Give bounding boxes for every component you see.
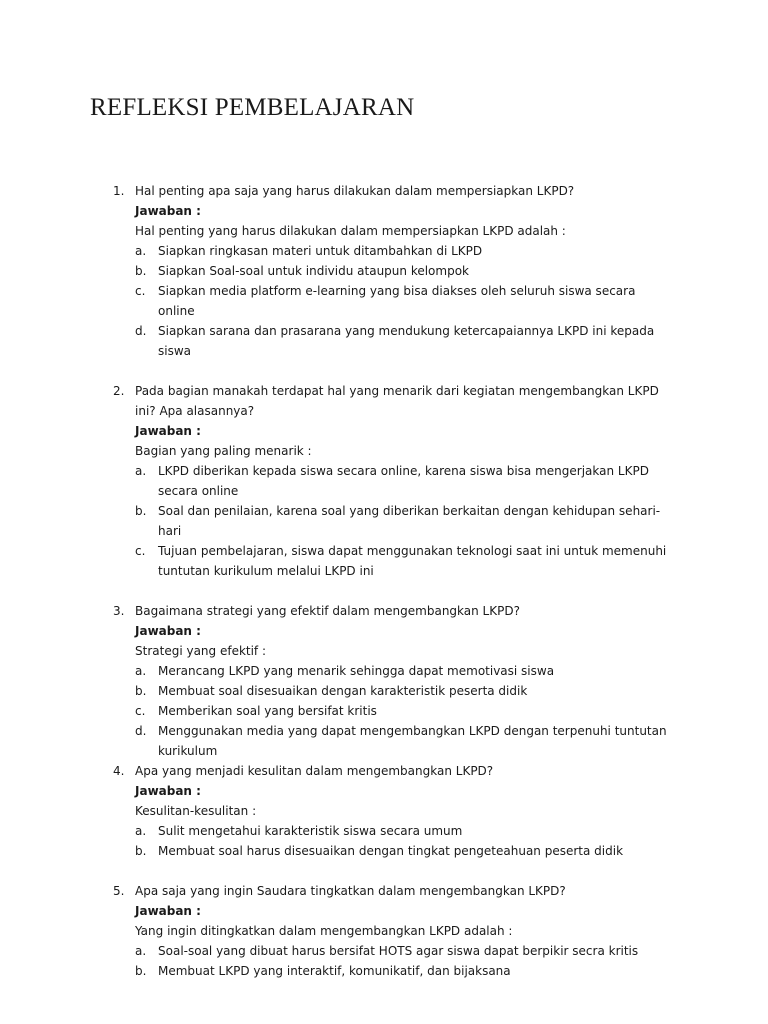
question-item bbox=[0, 761, 768, 861]
option-letter: c. bbox=[135, 284, 146, 298]
answer-option bbox=[135, 721, 675, 761]
answer-intro: Strategi yang efektif : bbox=[135, 644, 267, 658]
option-text: Siapkan Soal-soal untuk individu ataupun kelompok bbox=[158, 264, 469, 278]
option-text: Soal dan penilaian, karena soal yang diberikan berkaitan dengan kehidupan sehari-hari bbox=[158, 504, 661, 538]
question-number: 2. bbox=[113, 384, 125, 398]
answer-options bbox=[135, 241, 675, 361]
option-letter: b. bbox=[135, 844, 147, 858]
answer-option bbox=[135, 321, 675, 361]
page-title: REFLEKSI PEMBELAJARAN bbox=[90, 94, 415, 121]
option-text: Membuat soal disesuaikan dengan karakteristik peserta didik bbox=[158, 684, 528, 698]
answer-option bbox=[135, 241, 675, 261]
answer-option bbox=[135, 701, 675, 721]
answer-intro: Hal penting yang harus dilakukan dalam mempersiapkan LKPD adalah : bbox=[135, 224, 566, 238]
answer-label: Jawaban : bbox=[135, 204, 201, 218]
answer-options bbox=[135, 941, 675, 981]
question-item bbox=[0, 601, 768, 761]
question-number: 1. bbox=[113, 184, 125, 198]
option-text: Siapkan ringkasan materi untuk ditambahkan di LKPD bbox=[158, 244, 483, 258]
option-letter: c. bbox=[135, 704, 146, 718]
answer-option bbox=[135, 661, 675, 681]
answer-option bbox=[135, 541, 675, 581]
option-letter: b. bbox=[135, 504, 147, 518]
question-text: Apa yang menjadi kesulitan dalam mengembangkan LKPD? bbox=[135, 764, 494, 778]
question-body bbox=[135, 761, 675, 861]
answer-label: Jawaban : bbox=[135, 904, 201, 918]
option-text: Siapkan sarana dan prasarana yang mendukung ketercapaiannya LKPD ini kepada siswa bbox=[158, 324, 655, 358]
question-item bbox=[0, 881, 768, 981]
answer-option bbox=[135, 681, 675, 701]
answer-option bbox=[135, 261, 675, 281]
option-letter: a. bbox=[135, 464, 147, 478]
answer-intro: Bagian yang paling menarik : bbox=[135, 444, 312, 458]
option-text: Membuat LKPD yang interaktif, komunikatif, dan bijaksana bbox=[158, 964, 511, 978]
answer-option bbox=[135, 841, 675, 861]
option-letter: a. bbox=[135, 944, 147, 958]
answer-label: Jawaban : bbox=[135, 784, 201, 798]
answer-option bbox=[135, 461, 675, 501]
option-text: Membuat soal harus disesuaikan dengan tingkat pengeteahuan peserta didik bbox=[158, 844, 624, 858]
question-number: 4. bbox=[113, 764, 125, 778]
option-letter: a. bbox=[135, 664, 147, 678]
question-text: Apa saja yang ingin Saudara tingkatkan dalam mengembangkan LKPD? bbox=[135, 884, 566, 898]
question-text: Hal penting apa saja yang harus dilakukan dalam mempersiapkan LKPD? bbox=[135, 184, 575, 198]
question-text: Bagaimana strategi yang efektif dalam mengembangkan LKPD? bbox=[135, 604, 520, 618]
answer-option bbox=[135, 501, 675, 541]
answer-options bbox=[135, 461, 675, 581]
answer-option bbox=[135, 941, 675, 961]
option-text: Merancang LKPD yang menarik sehingga dapat memotivasi siswa bbox=[158, 664, 555, 678]
question-text: Pada bagian manakah terdapat hal yang menarik dari kegiatan mengembangkan LKPD ini? Apa alasannya? bbox=[135, 384, 659, 418]
answer-label: Jawaban : bbox=[135, 424, 201, 438]
question-number: 3. bbox=[113, 604, 125, 618]
question-number: 5. bbox=[113, 884, 125, 898]
option-text: Menggunakan media yang dapat mengembangkan LKPD dengan terpenuhi tuntutan kurikulum bbox=[158, 724, 667, 758]
option-letter: a. bbox=[135, 244, 147, 258]
question-item bbox=[0, 181, 768, 361]
answer-intro: Kesulitan-kesulitan : bbox=[135, 804, 257, 818]
option-text: Sulit mengetahui karakteristik siswa secara umum bbox=[158, 824, 463, 838]
answer-option bbox=[135, 821, 675, 841]
question-body bbox=[135, 381, 675, 581]
option-text: LKPD diberikan kepada siswa secara online, karena siswa bisa mengerjakan LKPD secara online bbox=[158, 464, 649, 498]
question-body bbox=[135, 881, 675, 981]
option-letter: b. bbox=[135, 264, 147, 278]
option-letter: b. bbox=[135, 684, 147, 698]
option-text: Soal-soal yang dibuat harus bersifat HOTS agar siswa dapat berpikir secra kritis bbox=[158, 944, 639, 958]
answer-label: Jawaban : bbox=[135, 624, 201, 638]
answer-option bbox=[135, 961, 675, 981]
option-letter: d. bbox=[135, 324, 147, 338]
answer-option bbox=[135, 281, 675, 321]
option-text: Siapkan media platform e-learning yang bisa diakses oleh seluruh siswa secara online bbox=[158, 284, 636, 318]
question-list bbox=[0, 181, 768, 981]
option-letter: a. bbox=[135, 824, 147, 838]
option-letter: d. bbox=[135, 724, 147, 738]
answer-options bbox=[135, 821, 675, 861]
answer-options bbox=[135, 661, 675, 761]
option-text: Tujuan pembelajaran, siswa dapat menggunakan teknologi saat ini untuk memenuhi tuntutan kurikulum melalui LKPD ini bbox=[158, 544, 667, 578]
question-item bbox=[0, 381, 768, 581]
option-letter: b. bbox=[135, 964, 147, 978]
option-text: Memberikan soal yang bersifat kritis bbox=[158, 704, 377, 718]
question-body bbox=[135, 181, 675, 361]
question-body bbox=[135, 601, 675, 761]
answer-intro: Yang ingin ditingkatkan dalam mengembangkan LKPD adalah : bbox=[135, 924, 513, 938]
option-letter: c. bbox=[135, 544, 146, 558]
